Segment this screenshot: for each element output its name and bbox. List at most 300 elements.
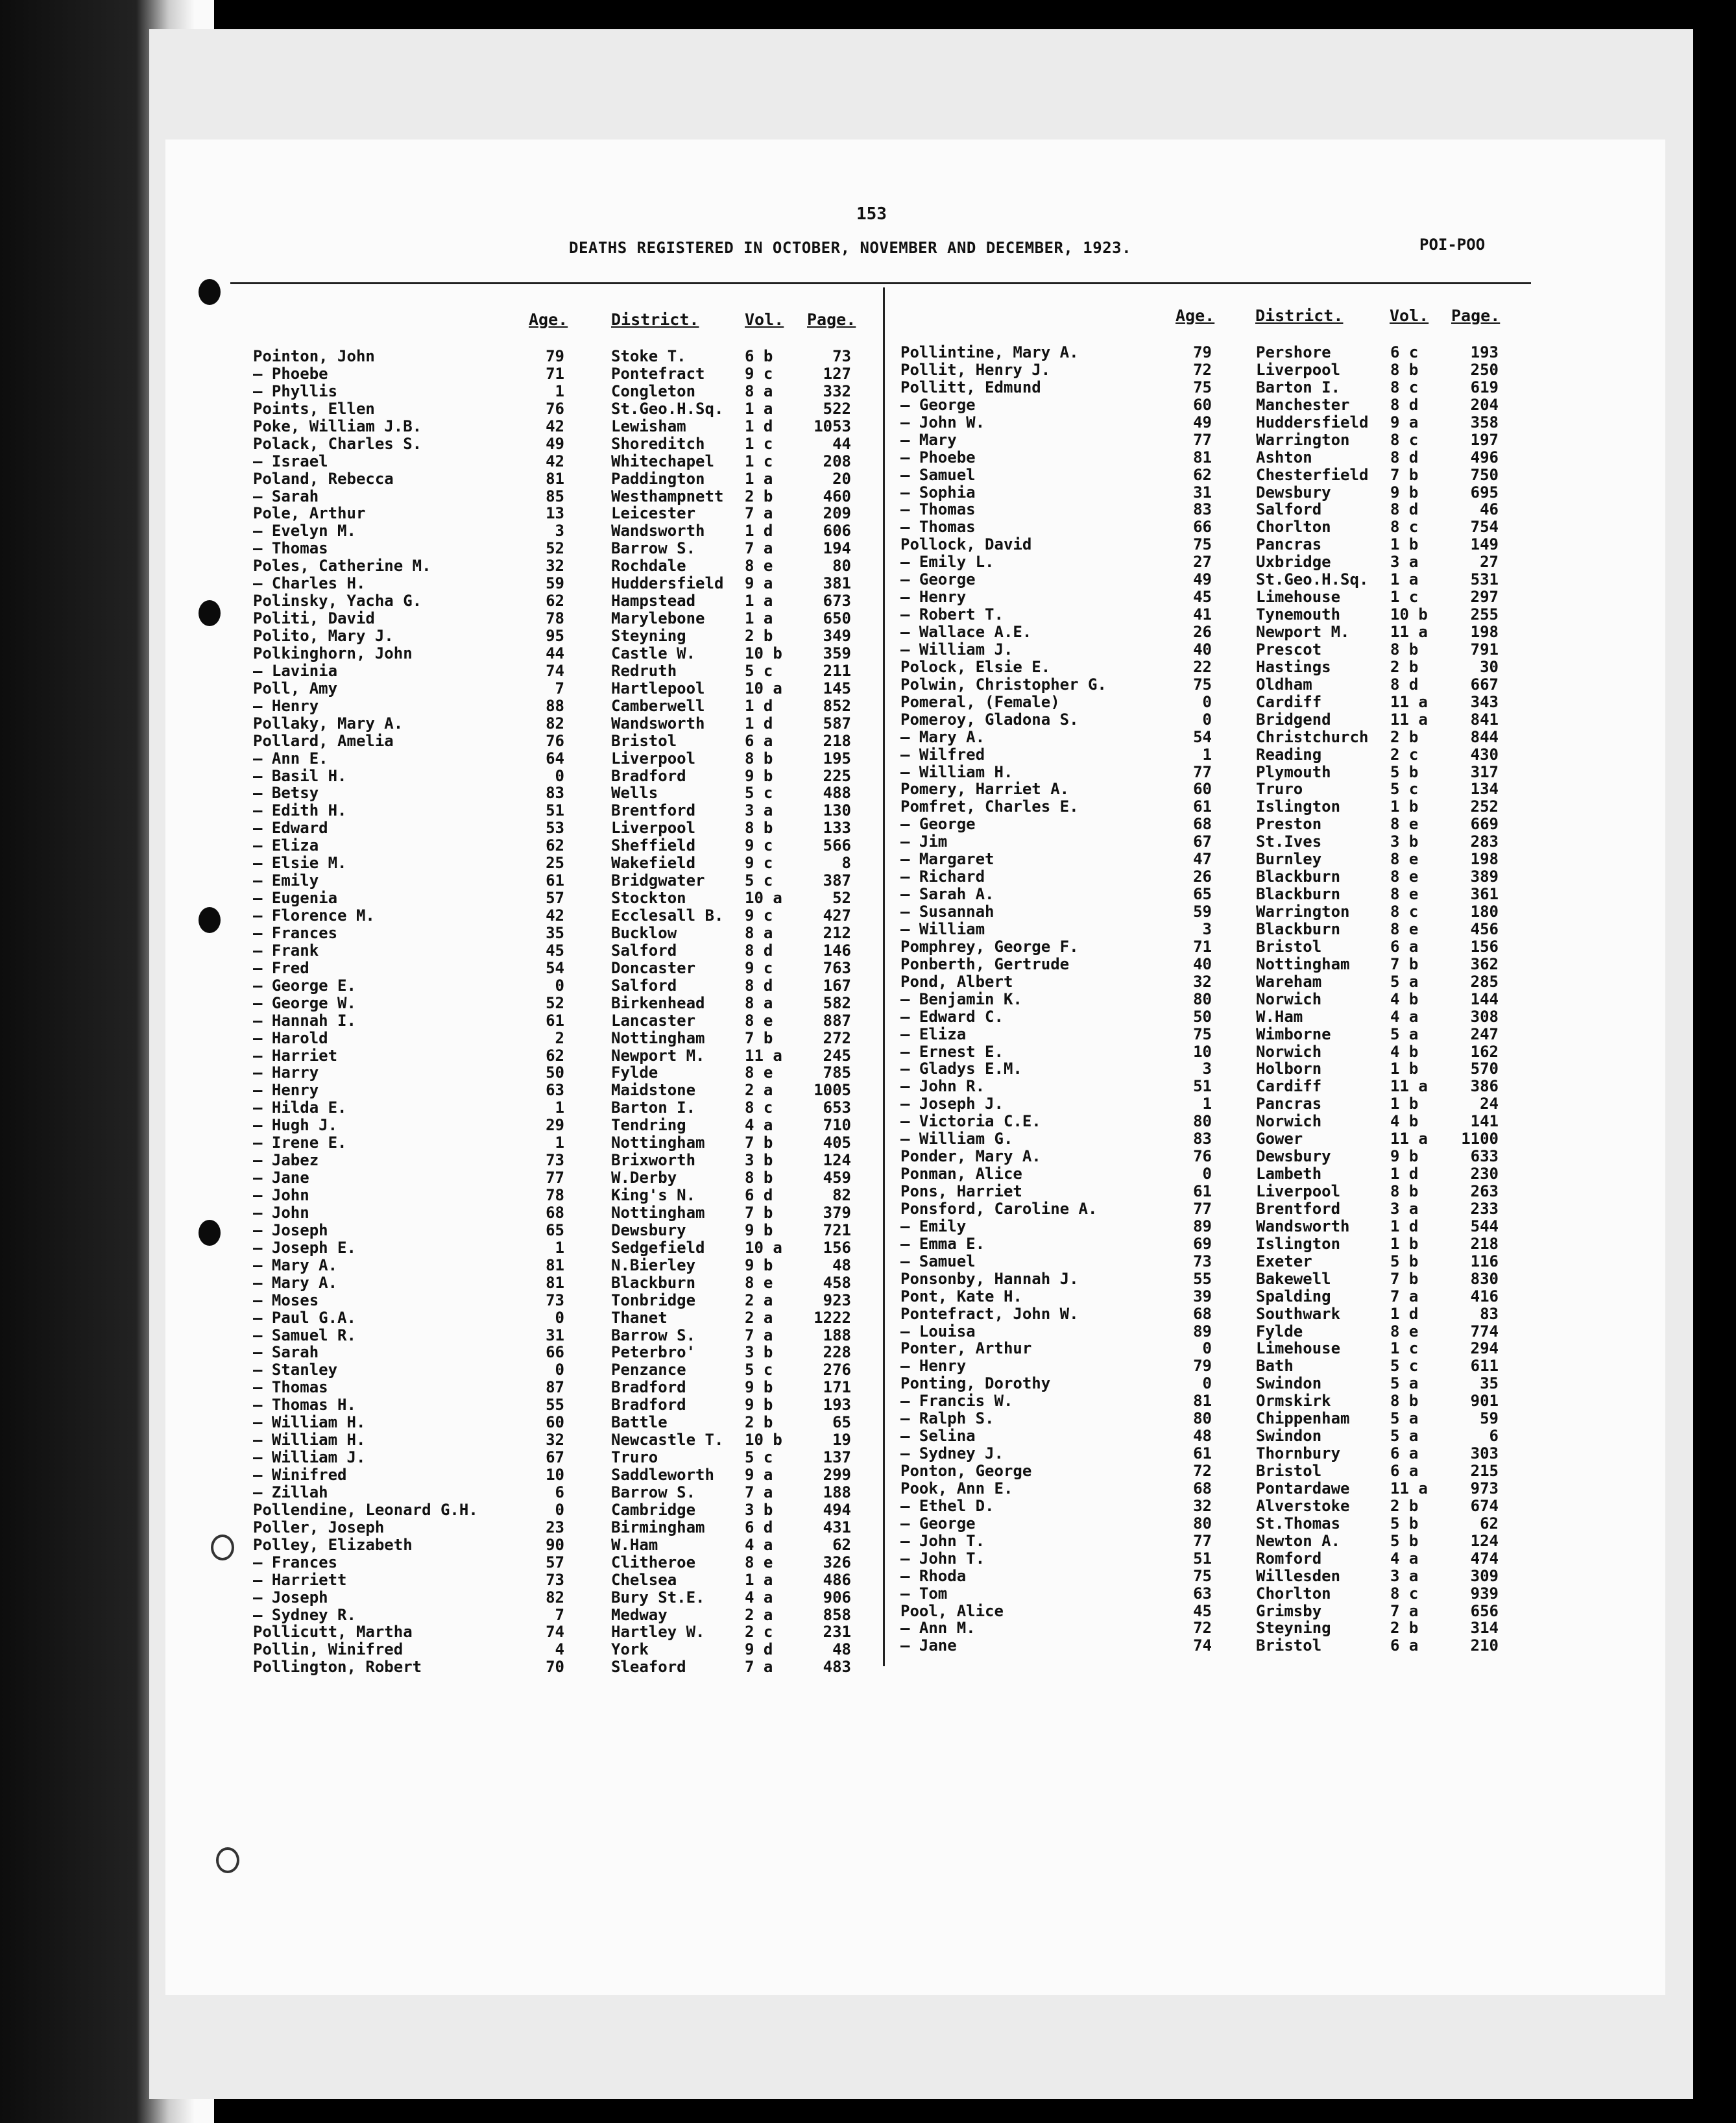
entry-name: — Florence M. xyxy=(253,906,375,925)
age-header-right: Age. xyxy=(1175,306,1215,325)
entry-page: 171 xyxy=(823,1378,851,1397)
entry-page: 30 xyxy=(1480,657,1499,676)
entry-page: 531 xyxy=(1470,570,1499,589)
entry-volume: 8 b xyxy=(745,749,773,768)
death-entry xyxy=(253,1257,866,1274)
entry-name: — Lavinia xyxy=(253,661,338,680)
entry-name: — Sarah A. xyxy=(900,885,995,904)
entry-volume: 2 b xyxy=(1390,1619,1419,1638)
death-entry xyxy=(253,1641,866,1658)
death-entry xyxy=(900,484,1510,502)
entry-volume: 7 a xyxy=(745,1483,773,1501)
entry-name: Pollendine, Leonard G.H. xyxy=(253,1500,478,1519)
entry-page: 255 xyxy=(1470,605,1499,624)
entry-age: 78 xyxy=(546,1186,564,1204)
entry-name: — Joseph xyxy=(253,1220,328,1239)
entry-age: 74 xyxy=(546,661,564,680)
entry-page: 62 xyxy=(832,1535,851,1554)
entry-district: Limehouse xyxy=(1256,588,1341,607)
death-entry xyxy=(253,610,866,627)
entry-age: 65 xyxy=(1193,885,1212,904)
entry-age: 51 xyxy=(1193,1077,1212,1096)
entry-volume: 2 b xyxy=(1390,1496,1419,1515)
death-entry xyxy=(900,1148,1510,1165)
death-entry xyxy=(900,571,1510,588)
entry-page: 73 xyxy=(832,347,851,365)
entry-page: 162 xyxy=(1470,1042,1499,1061)
death-entry xyxy=(253,1064,866,1082)
entry-page: 6 xyxy=(1489,1427,1499,1446)
entry-name: — Phoebe xyxy=(900,448,976,467)
entry-district: Barrow S. xyxy=(611,1483,696,1501)
entry-district: Barton I. xyxy=(611,1098,696,1117)
entry-page: 308 xyxy=(1470,1007,1499,1026)
death-entry xyxy=(253,733,866,750)
entry-district: Willesden xyxy=(1256,1566,1341,1585)
entry-district: Chorlton xyxy=(1256,518,1331,537)
entry-name: — Emily L. xyxy=(900,553,995,572)
entry-volume: 1 d xyxy=(745,522,773,540)
entry-page: 427 xyxy=(823,906,851,925)
entry-name: Pollin, Winifred xyxy=(253,1640,404,1659)
entry-volume: 4 a xyxy=(745,1588,773,1607)
death-entry xyxy=(253,819,866,837)
entry-age: 32 xyxy=(546,557,564,576)
entry-age: 55 xyxy=(1193,1269,1212,1288)
entry-volume: 7 a xyxy=(1390,1601,1419,1620)
death-entry xyxy=(900,1462,1510,1480)
entry-name: Ponsford, Caroline A. xyxy=(900,1199,1098,1218)
entry-volume: 2 a xyxy=(745,1081,773,1100)
death-entry xyxy=(253,435,866,453)
entry-page: 8 xyxy=(841,854,851,873)
entry-district: Penzance xyxy=(611,1361,686,1379)
entry-page: 430 xyxy=(1470,745,1499,764)
entry-district: York xyxy=(611,1640,649,1659)
entry-volume: 1 d xyxy=(745,417,773,435)
entry-volume: 11 a xyxy=(1390,1130,1428,1148)
entry-age: 26 xyxy=(1193,867,1212,886)
entry-age: 73 xyxy=(1193,1252,1212,1270)
entry-volume: 7 b xyxy=(1390,1269,1419,1288)
entry-name: — Thomas H. xyxy=(253,1396,356,1414)
entry-volume: 5 c xyxy=(1390,1357,1419,1376)
entry-name: — George xyxy=(900,570,976,589)
entry-page: 633 xyxy=(1470,1147,1499,1166)
death-entry xyxy=(900,1323,1510,1341)
entry-volume: 8 c xyxy=(1390,430,1419,449)
entry-district: Redruth xyxy=(611,661,677,680)
entry-district: Barrow S. xyxy=(611,539,696,558)
entry-district: Huddersfield xyxy=(611,574,724,593)
entry-name: Pollard, Amelia xyxy=(253,731,394,750)
entry-district: Ormskirk xyxy=(1256,1392,1331,1411)
entry-volume: 2 b xyxy=(1390,727,1419,746)
entry-name: Polley, Elizabeth xyxy=(253,1535,413,1554)
entry-volume: 7 a xyxy=(745,504,773,523)
entry-district: Hartley W. xyxy=(611,1623,705,1642)
death-entry xyxy=(253,505,866,522)
entry-page: 299 xyxy=(823,1466,851,1484)
death-entry xyxy=(900,1235,1510,1253)
entry-district: Marylebone xyxy=(611,609,705,628)
entry-page: 35 xyxy=(1480,1374,1499,1393)
death-entry xyxy=(900,624,1510,641)
entry-volume: 1 c xyxy=(745,434,773,453)
entry-name: Ponman, Alice xyxy=(900,1165,1022,1183)
entry-name: Ponton, George xyxy=(900,1462,1032,1480)
entry-page: 141 xyxy=(1470,1112,1499,1131)
entry-district: Islington xyxy=(1256,1234,1341,1253)
entry-volume: 8 e xyxy=(745,1553,773,1571)
death-entry xyxy=(900,1165,1510,1183)
entry-name: — Susannah xyxy=(900,903,995,921)
death-entry xyxy=(253,1344,866,1361)
entry-name: Poke, William J.B. xyxy=(253,417,422,435)
entry-page: 294 xyxy=(1470,1339,1499,1358)
death-entry xyxy=(253,1607,866,1624)
entry-age: 41 xyxy=(1193,605,1212,624)
entry-name: — Emily xyxy=(900,1217,967,1235)
entry-district: Pancras xyxy=(1256,535,1322,554)
entry-volume: 3 b xyxy=(745,1500,773,1519)
entry-age: 7 xyxy=(555,1605,564,1624)
entry-page: 218 xyxy=(1470,1234,1499,1253)
entry-age: 60 xyxy=(1193,780,1212,799)
death-entry xyxy=(900,1078,1510,1095)
entry-age: 0 xyxy=(555,766,564,785)
entry-name: — Sarah xyxy=(253,487,319,505)
entry-district: Swindon xyxy=(1256,1374,1322,1393)
entry-volume: 6 a xyxy=(1390,937,1419,956)
entry-volume: 3 b xyxy=(745,1343,773,1362)
entry-volume: 9 b xyxy=(745,1256,773,1274)
entry-page: 721 xyxy=(823,1220,851,1239)
death-entry xyxy=(253,470,866,488)
death-entry xyxy=(900,711,1510,729)
entry-age: 77 xyxy=(1193,762,1212,781)
entry-district: St.Thomas xyxy=(1256,1514,1341,1533)
entry-district: Newport M. xyxy=(611,1046,705,1065)
entry-district: Sleaford xyxy=(611,1658,686,1677)
entry-age: 67 xyxy=(1193,832,1212,851)
entry-district: Shoreditch xyxy=(611,434,705,453)
entry-volume: 8 e xyxy=(1390,919,1419,938)
entry-district: St.Geo.H.Sq. xyxy=(611,399,724,418)
entry-age: 40 xyxy=(1193,640,1212,659)
death-entry xyxy=(900,344,1510,361)
entry-volume: 8 a xyxy=(745,993,773,1012)
death-entry xyxy=(253,627,866,645)
entry-name: — Basil H. xyxy=(253,766,347,785)
entry-age: 89 xyxy=(1193,1217,1212,1235)
entry-district: Gower xyxy=(1256,1130,1303,1148)
death-entry xyxy=(253,680,866,698)
death-entry xyxy=(253,1082,866,1099)
entry-name: — Irene E. xyxy=(253,1134,347,1152)
entry-page: 695 xyxy=(1470,483,1499,502)
death-entry xyxy=(253,715,866,733)
entry-age: 60 xyxy=(1193,395,1212,414)
entry-age: 65 xyxy=(546,1220,564,1239)
entry-age: 95 xyxy=(546,627,564,645)
entry-page: 127 xyxy=(823,364,851,383)
entry-age: 42 xyxy=(546,417,564,435)
death-entry xyxy=(253,383,866,400)
entry-age: 10 xyxy=(546,1466,564,1484)
entry-page: 297 xyxy=(1470,588,1499,607)
entry-volume: 8 b xyxy=(745,819,773,838)
entry-age: 31 xyxy=(546,1326,564,1344)
entry-name: — Stanley xyxy=(253,1361,338,1379)
entry-volume: 9 d xyxy=(745,1640,773,1659)
entry-age: 61 xyxy=(546,1011,564,1030)
death-entry xyxy=(253,1134,866,1152)
surname-range: POI-POO xyxy=(1419,236,1486,254)
entry-name: Pomeral, (Female) xyxy=(900,692,1060,711)
entry-volume: 4 a xyxy=(745,1535,773,1554)
entry-district: Leicester xyxy=(611,504,696,523)
entry-page: 195 xyxy=(823,749,851,768)
entry-age: 44 xyxy=(546,644,564,662)
entry-district: Wareham xyxy=(1256,972,1322,991)
entry-district: Bridgwater xyxy=(611,871,705,890)
entry-district: Nottingham xyxy=(611,1028,705,1047)
entry-page: 193 xyxy=(823,1396,851,1414)
entry-district: St.Geo.H.Sq. xyxy=(1256,570,1369,589)
right-entry-column xyxy=(900,344,1510,1655)
death-entry xyxy=(253,1484,866,1501)
entry-age: 53 xyxy=(546,819,564,838)
entry-page: 887 xyxy=(823,1011,851,1030)
entry-age: 57 xyxy=(546,1553,564,1571)
entry-age: 62 xyxy=(546,1046,564,1065)
entry-page: 326 xyxy=(823,1553,851,1571)
entry-district: Chesterfield xyxy=(1256,465,1369,484)
page-header-right: Page. xyxy=(1451,306,1501,325)
entry-district: Bradford xyxy=(611,1378,686,1397)
entry-district: Camberwell xyxy=(611,696,705,715)
entry-district: Battle xyxy=(611,1413,668,1432)
death-entry xyxy=(253,1361,866,1379)
entry-name: — Sophia xyxy=(900,483,976,502)
death-entry xyxy=(900,1375,1510,1392)
entry-volume: 4 a xyxy=(1390,1007,1419,1026)
death-entry xyxy=(253,768,866,785)
entry-name: — Benjamin K. xyxy=(900,989,1022,1008)
entry-volume: 11 a xyxy=(1390,1479,1428,1498)
entry-page: 46 xyxy=(1480,500,1499,519)
entry-name: Pole, Arthur xyxy=(253,504,366,523)
entry-name: — George xyxy=(900,395,976,414)
left-entry-column xyxy=(253,348,866,1676)
death-entry xyxy=(900,501,1510,518)
entry-volume: 3 b xyxy=(1390,832,1419,851)
entry-name: Pool, Alice xyxy=(900,1601,1004,1620)
entry-district: Pershore xyxy=(1256,343,1331,361)
entry-name: — Phyllis xyxy=(253,382,338,400)
entry-volume: 8 e xyxy=(1390,867,1419,886)
entry-page: 362 xyxy=(1470,954,1499,973)
death-entry xyxy=(900,396,1510,414)
entry-district: Liverpool xyxy=(1256,1182,1341,1200)
entry-volume: 2 c xyxy=(745,1623,773,1642)
death-entry xyxy=(253,1396,866,1414)
entry-volume: 9 a xyxy=(745,1466,773,1484)
entry-name: — Henry xyxy=(900,1357,967,1376)
entry-age: 83 xyxy=(1193,1130,1212,1148)
death-entry xyxy=(900,1498,1510,1515)
entry-district: Exeter xyxy=(1256,1252,1312,1270)
entry-age: 77 xyxy=(1193,1199,1212,1218)
entry-age: 68 xyxy=(1193,1304,1212,1323)
entry-district: Blackburn xyxy=(1256,867,1341,886)
death-entry xyxy=(253,855,866,872)
entry-page: 754 xyxy=(1470,518,1499,537)
entry-volume: 10 b xyxy=(745,1431,782,1450)
entry-volume: 8 b xyxy=(1390,360,1419,379)
entry-page: 379 xyxy=(823,1203,851,1222)
death-entry xyxy=(900,536,1510,553)
death-entry xyxy=(900,588,1510,606)
death-entry xyxy=(253,645,866,662)
death-entry xyxy=(900,1288,1510,1305)
death-entry xyxy=(253,1012,866,1030)
entry-district: Bradford xyxy=(611,766,686,785)
death-entry xyxy=(253,1623,866,1641)
entry-page: 59 xyxy=(1480,1409,1499,1428)
death-entry xyxy=(900,938,1510,956)
entry-volume: 4 b xyxy=(1390,1042,1419,1061)
entry-age: 1 xyxy=(555,1098,564,1117)
entry-volume: 9 b xyxy=(745,1220,773,1239)
entry-age: 80 xyxy=(1193,1514,1212,1533)
death-entry xyxy=(253,453,866,470)
entry-name: — Thomas xyxy=(900,500,976,519)
death-entry xyxy=(253,348,866,365)
entry-volume: 8 e xyxy=(1390,815,1419,834)
death-entry xyxy=(253,400,866,418)
entry-volume: 1 a xyxy=(745,1570,773,1589)
entry-age: 10 xyxy=(1193,1042,1212,1061)
entry-age: 61 xyxy=(1193,1444,1212,1463)
entry-name: — Ann M. xyxy=(900,1619,976,1638)
entry-age: 81 xyxy=(1193,448,1212,467)
entry-name: — Sydney J. xyxy=(900,1444,1004,1463)
death-entry xyxy=(253,890,866,907)
entry-page: 494 xyxy=(823,1500,851,1519)
district-header-right: District. xyxy=(1255,306,1344,325)
entry-name: — William H. xyxy=(253,1431,366,1450)
death-entry xyxy=(900,1515,1510,1533)
entry-volume: 9 b xyxy=(1390,483,1419,502)
entry-district: Brentford xyxy=(611,801,696,820)
entry-name: — Edward C. xyxy=(900,1007,1004,1026)
entry-volume: 7 b xyxy=(1390,954,1419,973)
death-entry xyxy=(253,1414,866,1431)
entry-district: Birmingham xyxy=(611,1518,705,1536)
entry-district: Medway xyxy=(611,1605,668,1624)
entry-district: Pontardawe xyxy=(1256,1479,1350,1498)
entry-page: 285 xyxy=(1470,972,1499,991)
death-entry xyxy=(900,659,1510,676)
vol-header-left: Vol. xyxy=(745,310,784,329)
entry-age: 73 xyxy=(546,1570,564,1589)
entry-name: Polwin, Christopher G. xyxy=(900,675,1107,694)
death-entry xyxy=(900,798,1510,816)
entry-page: 228 xyxy=(823,1343,851,1362)
entry-page: 386 xyxy=(1470,1077,1499,1096)
death-entry xyxy=(253,1379,866,1396)
death-entry xyxy=(900,1253,1510,1270)
entry-age: 61 xyxy=(546,871,564,890)
entry-age: 6 xyxy=(555,1483,564,1501)
entry-volume: 8 b xyxy=(1390,1392,1419,1411)
entry-district: Islington xyxy=(1256,797,1341,816)
entry-volume: 5 c xyxy=(745,784,773,803)
death-entry xyxy=(900,1305,1510,1323)
entry-name: — William J. xyxy=(900,640,1013,659)
entry-district: Ashton xyxy=(1256,448,1312,467)
entry-district: Tendring xyxy=(611,1116,686,1135)
entry-age: 83 xyxy=(1193,500,1212,519)
entry-name: — Frances xyxy=(253,923,338,942)
entry-district: Pancras xyxy=(1256,1095,1322,1113)
entry-age: 32 xyxy=(1193,1496,1212,1515)
death-entry xyxy=(900,1637,1510,1655)
entry-name: Ponsonby, Hannah J. xyxy=(900,1269,1079,1288)
entry-age: 32 xyxy=(546,1431,564,1450)
entry-name: — Elsie M. xyxy=(253,854,347,873)
death-entry xyxy=(900,1427,1510,1445)
entry-district: Chorlton xyxy=(1256,1584,1331,1603)
entry-volume: 1 d xyxy=(1390,1165,1419,1183)
entry-page: 272 xyxy=(823,1028,851,1047)
entry-age: 70 xyxy=(546,1658,564,1677)
entry-district: Steyning xyxy=(1256,1619,1331,1638)
entry-volume: 5 c xyxy=(745,1448,773,1467)
entry-volume: 6 b xyxy=(745,347,773,365)
entry-age: 76 xyxy=(1193,1147,1212,1166)
entry-volume: 9 b xyxy=(745,1396,773,1414)
death-entry xyxy=(253,995,866,1012)
entry-volume: 2 b xyxy=(745,1413,773,1432)
entry-page: 488 xyxy=(823,784,851,803)
entry-name: — Selina xyxy=(900,1427,976,1446)
entry-age: 72 xyxy=(1193,1619,1212,1638)
entry-volume: 11 a xyxy=(1390,1077,1428,1096)
entry-district: Huddersfield xyxy=(1256,413,1369,431)
entry-name: Pomfret, Charles E. xyxy=(900,797,1079,816)
entry-name: — Paul G.A. xyxy=(253,1308,356,1327)
entry-name: — Ernest E. xyxy=(900,1042,1004,1061)
entry-page: 215 xyxy=(1470,1462,1499,1480)
entry-age: 72 xyxy=(1193,360,1212,379)
entry-page: 116 xyxy=(1470,1252,1499,1270)
entry-age: 83 xyxy=(546,784,564,803)
entry-volume: 5 a xyxy=(1390,972,1419,991)
entry-age: 73 xyxy=(546,1291,564,1309)
entry-age: 81 xyxy=(1193,1392,1212,1411)
entry-volume: 9 b xyxy=(745,766,773,785)
entry-name: — Hilda E. xyxy=(253,1098,347,1117)
entry-name: Poland, Rebecca xyxy=(253,469,394,488)
entry-volume: 2 b xyxy=(745,627,773,645)
entry-page: 667 xyxy=(1470,675,1499,694)
death-entry xyxy=(900,553,1510,571)
entry-age: 52 xyxy=(546,539,564,558)
entry-district: Tynemouth xyxy=(1256,605,1341,624)
